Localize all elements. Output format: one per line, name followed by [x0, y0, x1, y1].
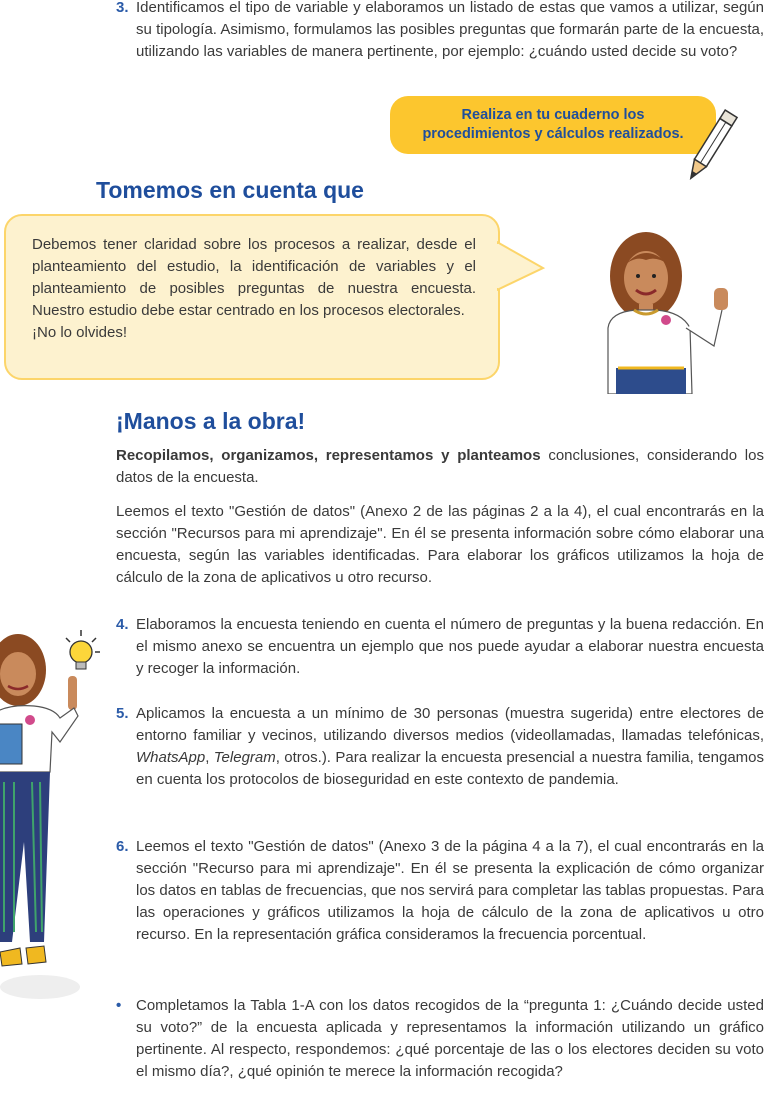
telegram-text: Telegram: [213, 749, 276, 766]
intro-bold: Recopilamos, organizamos, representamos y planteamos: [116, 447, 541, 464]
item5-text-a: Aplicamos la encuesta a un mínimo de 30 personas (muestra sugerida) entre electores de entorno familiar y vecinos, utilizando diversos medios (videollamadas, llamadas telefónicas,: [136, 705, 764, 744]
item5-text-b: , otros.). Para realizar la encuesta presencial a nuestra familia, tengamos en cuenta los protocolos de bioseguridad en este contexto de pandemia.: [136, 749, 764, 788]
manos-intro: [116, 445, 764, 489]
student-idea-illustration: [0, 612, 104, 1002]
bullet-item: [116, 995, 764, 1083]
item-text: Identificamos el tipo de variable y elaboramos un listado de estas que vamos a utilizar, según su tipología. Asimismo, formulamos las posibles preguntas que formarán parte de la encuesta, utilizando las variables de manera pertinente, por ejemplo: ¿cuándo usted decide su voto?: [136, 0, 764, 60]
student-thumbs-up-illustration: [596, 228, 746, 394]
item-number: 3.: [116, 0, 129, 16]
lightbulb-icon: [66, 630, 100, 669]
callout-pointer: [497, 240, 547, 294]
note-line-2: procedimientos y cálculos realizados.: [422, 126, 684, 142]
item5-sep: ,: [205, 749, 214, 766]
list-item-3: [116, 0, 764, 63]
callout-text: Debemos tener claridad sobre los procesos a realizar, desde el planteamiento del estudio, la identificación de variables y el planteamiento de posibles preguntas de nuestra encuesta. Nuestro estudio debe estar centrado en los procesos electorales.: [32, 236, 476, 319]
notebook-reminder-note: [390, 96, 716, 154]
manos-paragraph: Leemos el texto "Gestión de datos" (Anexo 2 de las páginas 2 a la 4), el cual encontrarás en la sección "Recursos para mi aprendizaje". En él se presenta información sobre cómo elaborar una encuesta, según las variables identificadas. Para elaborar los gráficos utilizamos la hoja de cálculo de la zona de aplicativos u otro recurso.: [116, 503, 764, 586]
item-number: 4.: [116, 616, 129, 633]
list-item-4: [116, 614, 764, 680]
item-text: Elaboramos la encuesta teniendo en cuenta el número de preguntas y la buena redacción. En el mismo anexo se encuentra un ejemplo que nos puede ayudar a elaborar nuestra encuesta y recoger la información.: [136, 616, 764, 677]
section-title-tomemos: Tomemos en cuenta que: [96, 177, 364, 203]
bullet-text: Completamos la Tabla 1-A con los datos recogidos de la “pregunta 1: ¿Cuándo decide usted su voto?” de la encuesta aplicada y representamos la información utilizando un gráfico pertinente. Al respecto, respondemos: ¿qué porcentaje de las o los electores deciden su voto el mismo día?, ¿qué opinión te merece la información recogida?: [136, 997, 764, 1080]
item-number: 6.: [116, 838, 129, 855]
section-title-manos: ¡Manos a la obra!: [116, 408, 306, 434]
note-line-1: Realiza en tu cuaderno los: [461, 107, 645, 123]
list-item-5: [116, 703, 764, 791]
intro-rest: conclusiones, considerando los datos de la encuesta.: [116, 447, 764, 486]
list-item-6: [116, 836, 764, 946]
bullet-symbol: •: [116, 997, 122, 1014]
whatsapp-text: WhatsApp: [136, 749, 206, 766]
pencil-icon: [676, 104, 746, 188]
reminder-callout: [4, 214, 500, 380]
item-text: [136, 703, 764, 791]
callout-closing: ¡No lo olvides!: [32, 324, 128, 341]
item-text: Leemos el texto "Gestión de datos" (Anexo 3 de la página 4 a la 7), el cual encontrarás en la sección "Recurso para mi aprendizaje". En él se presenta la explicación de cómo organizar los datos en tablas de frecuencias, que nos servirá para completar las tablas propuestas. Para las operaciones y gráficos utilizamos la hoja de cálculo de la zona de aplicativos u otro recurso. En la representación gráfica consideramos la frecuencia porcentual.: [136, 838, 764, 943]
item-number: 5.: [116, 705, 129, 722]
